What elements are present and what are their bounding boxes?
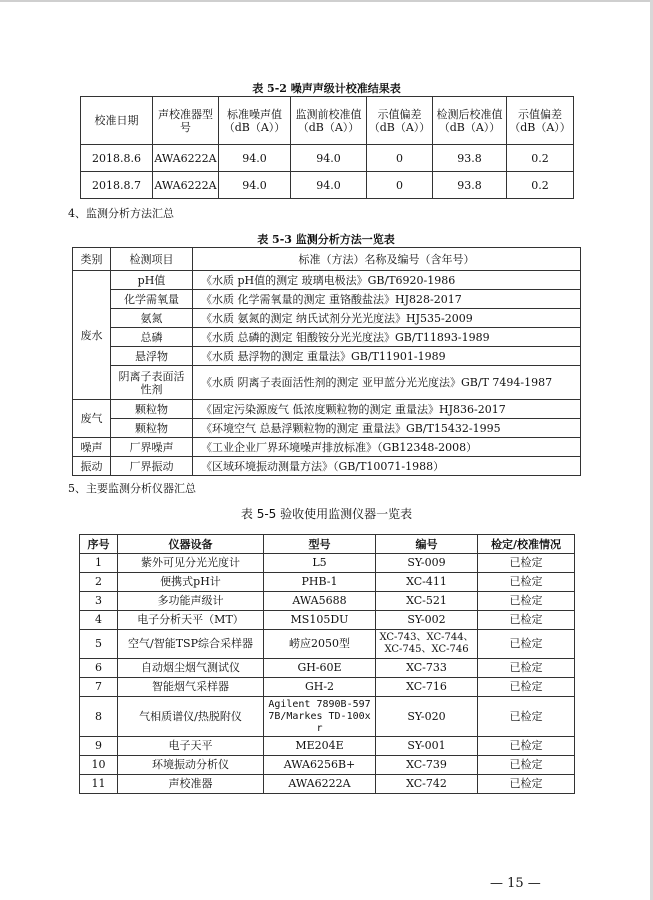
cell: 崂应2050型 (264, 630, 376, 659)
table-row (80, 678, 575, 697)
table-row (73, 290, 581, 309)
cell: 已检定 (478, 573, 575, 592)
table-row (80, 573, 575, 592)
cell: 94.0 (291, 172, 367, 199)
cell: 94.0 (219, 172, 291, 199)
cell: XC-743、XC-744、XC-745、XC-746 (376, 630, 478, 659)
item-cell: 悬浮物 (111, 347, 193, 366)
cell: ME204E (264, 737, 376, 756)
cell: MS105DU (264, 611, 376, 630)
item-cell: 总磷 (111, 328, 193, 347)
cell: Agilent 7890B-5977B/Markes TD-100xr (264, 697, 376, 737)
category-cell: 废水 (73, 271, 111, 400)
cell: XC-733 (376, 659, 478, 678)
page-top-border (0, 0, 653, 2)
cell: SY-009 (376, 554, 478, 573)
cell: AWA6222A (153, 172, 219, 199)
cell: 电子分析天平（MT） (118, 611, 264, 630)
standard-cell: 《水质 悬浮物的测定 重量法》GB/T11901-1989 (193, 347, 581, 366)
cell: 2018.8.6 (81, 145, 153, 172)
table-row (73, 347, 581, 366)
cell: GH-60E (264, 659, 376, 678)
cell: AWA6222A (264, 775, 376, 794)
cell: 10 (80, 756, 118, 775)
cell: 已检定 (478, 678, 575, 697)
cell: 2018.8.7 (81, 172, 153, 199)
cell: 已检定 (478, 756, 575, 775)
table-row (80, 737, 575, 756)
table-row (81, 172, 574, 199)
cell: L5 (264, 554, 376, 573)
header-cell: 监测前校准值（dB（A）） (291, 97, 367, 145)
table-header-row (73, 248, 581, 271)
cell: 0.2 (507, 172, 574, 199)
cell: 11 (80, 775, 118, 794)
cell: 93.8 (433, 172, 507, 199)
cell: 已检定 (478, 775, 575, 794)
cell: 空气/智能TSP综合采样器 (118, 630, 264, 659)
table52-caption: 表 5-2 噪声声级计校准结果表 (252, 82, 401, 95)
methods-table (72, 247, 581, 476)
cell: PHB-1 (264, 573, 376, 592)
table55-caption: 表 5-5 验收使用监测仪器一览表 (240, 507, 413, 521)
table-row (73, 328, 581, 347)
cell: 0.2 (507, 145, 574, 172)
header-cell: 序号 (80, 535, 118, 554)
cell: SY-020 (376, 697, 478, 737)
table-row (80, 611, 575, 630)
table-row (73, 438, 581, 457)
cell: 3 (80, 592, 118, 611)
calibration-table (80, 96, 574, 199)
cell: GH-2 (264, 678, 376, 697)
cell: 已检定 (478, 611, 575, 630)
table-row (73, 309, 581, 328)
cell: 紫外可见分光光度计 (118, 554, 264, 573)
cell: 智能烟气采样器 (118, 678, 264, 697)
header-cell: 标准（方法）名称及编号（含年号） (193, 248, 581, 271)
standard-cell: 《水质 总磷的测定 钼酸铵分光光度法》GB/T11893-1989 (193, 328, 581, 347)
cell: 7 (80, 678, 118, 697)
table-row (73, 366, 581, 400)
header-cell: 标准噪声值（dB（A）） (219, 97, 291, 145)
table-row (80, 659, 575, 678)
table-row (81, 145, 574, 172)
standard-cell: 《区域环境振动测量方法》（GB/T10071-1988） (193, 457, 581, 476)
category-cell: 废气 (73, 400, 111, 438)
header-cell: 仪器设备 (118, 535, 264, 554)
cell: XC-411 (376, 573, 478, 592)
standard-cell: 《固定污染源废气 低浓度颗粒物的测定 重量法》HJ836-2017 (193, 400, 581, 419)
cell: AWA5688 (264, 592, 376, 611)
cell: 2 (80, 573, 118, 592)
cell: 已检定 (478, 737, 575, 756)
cell: 94.0 (219, 145, 291, 172)
cell: 声校准器 (118, 775, 264, 794)
cell: 6 (80, 659, 118, 678)
cell: 94.0 (291, 145, 367, 172)
standard-cell: 《水质 氨氮的测定 纳氏试剂分光光度法》HJ535-2009 (193, 309, 581, 328)
table-row (73, 419, 581, 438)
table53-caption: 表 5-3 监测分析方法一览表 (257, 233, 395, 246)
cell: 电子天平 (118, 737, 264, 756)
table-row (73, 400, 581, 419)
cell: 多功能声级计 (118, 592, 264, 611)
header-cell: 声校准器型号 (153, 97, 219, 145)
cell: SY-001 (376, 737, 478, 756)
table-row (80, 630, 575, 659)
standard-cell: 《水质 阴离子表面活性剂的测定 亚甲蓝分光光度法》GB/T 7494-1987 (193, 366, 581, 400)
standard-cell: 《水质 pH值的测定 玻璃电极法》GB/T6920-1986 (193, 271, 581, 290)
item-cell: pH值 (111, 271, 193, 290)
cell: 已检定 (478, 630, 575, 659)
cell: XC-716 (376, 678, 478, 697)
item-cell: 颗粒物 (111, 400, 193, 419)
cell: XC-742 (376, 775, 478, 794)
table-row (80, 775, 575, 794)
table-header-row (80, 535, 575, 554)
table-row (80, 697, 575, 737)
cell: 8 (80, 697, 118, 737)
table-row (73, 271, 581, 290)
cell: AWA6222A (153, 145, 219, 172)
table-row (73, 457, 581, 476)
header-cell: 检测后校准值（dB（A）） (433, 97, 507, 145)
category-cell: 振动 (73, 457, 111, 476)
header-cell: 示值偏差（dB（A）） (507, 97, 574, 145)
header-cell: 检测项目 (111, 248, 193, 271)
cell: 环境振动分析仪 (118, 756, 264, 775)
cell: 0 (367, 172, 433, 199)
header-cell: 校准日期 (81, 97, 153, 145)
cell: XC-521 (376, 592, 478, 611)
item-cell: 化学需氧量 (111, 290, 193, 309)
header-cell: 类别 (73, 248, 111, 271)
instruments-table (79, 534, 575, 794)
item-cell: 厂界振动 (111, 457, 193, 476)
cell: 9 (80, 737, 118, 756)
header-cell: 型号 (264, 535, 376, 554)
section-4-heading: 4、监测分析方法汇总 (68, 207, 174, 220)
table-row (80, 554, 575, 573)
cell: AWA6256B+ (264, 756, 376, 775)
item-cell: 厂界噪声 (111, 438, 193, 457)
page-number: — 15 — (490, 876, 541, 891)
table-row (80, 592, 575, 611)
header-cell: 检定/校准情况 (478, 535, 575, 554)
header-cell: 示值偏差（dB（A）） (367, 97, 433, 145)
cell: 5 (80, 630, 118, 659)
cell: 4 (80, 611, 118, 630)
cell: 93.8 (433, 145, 507, 172)
cell: XC-739 (376, 756, 478, 775)
cell: 已检定 (478, 697, 575, 737)
header-cell: 编号 (376, 535, 478, 554)
standard-cell: 《水质 化学需氧量的测定 重铬酸盐法》HJ828-2017 (193, 290, 581, 309)
section-5-heading: 5、主要监测分析仪器汇总 (68, 482, 196, 495)
cell: 已检定 (478, 659, 575, 678)
item-cell: 颗粒物 (111, 419, 193, 438)
cell: 已检定 (478, 592, 575, 611)
cell: 0 (367, 145, 433, 172)
standard-cell: 《工业企业厂界环境噪声排放标准》（GB12348-2008） (193, 438, 581, 457)
cell: 气相质谱仪/热脱附仪 (118, 697, 264, 737)
cell: 已检定 (478, 554, 575, 573)
standard-cell: 《环境空气 总悬浮颗粒物的测定 重量法》GB/T15432-1995 (193, 419, 581, 438)
table-header-row (81, 97, 574, 145)
cell: SY-002 (376, 611, 478, 630)
cell: 1 (80, 554, 118, 573)
cell: 便携式pH计 (118, 573, 264, 592)
cell: 自动烟尘烟气测试仪 (118, 659, 264, 678)
category-cell: 噪声 (73, 438, 111, 457)
item-cell: 阴离子表面活性剂 (111, 366, 193, 400)
item-cell: 氨氮 (111, 309, 193, 328)
table-row (80, 756, 575, 775)
